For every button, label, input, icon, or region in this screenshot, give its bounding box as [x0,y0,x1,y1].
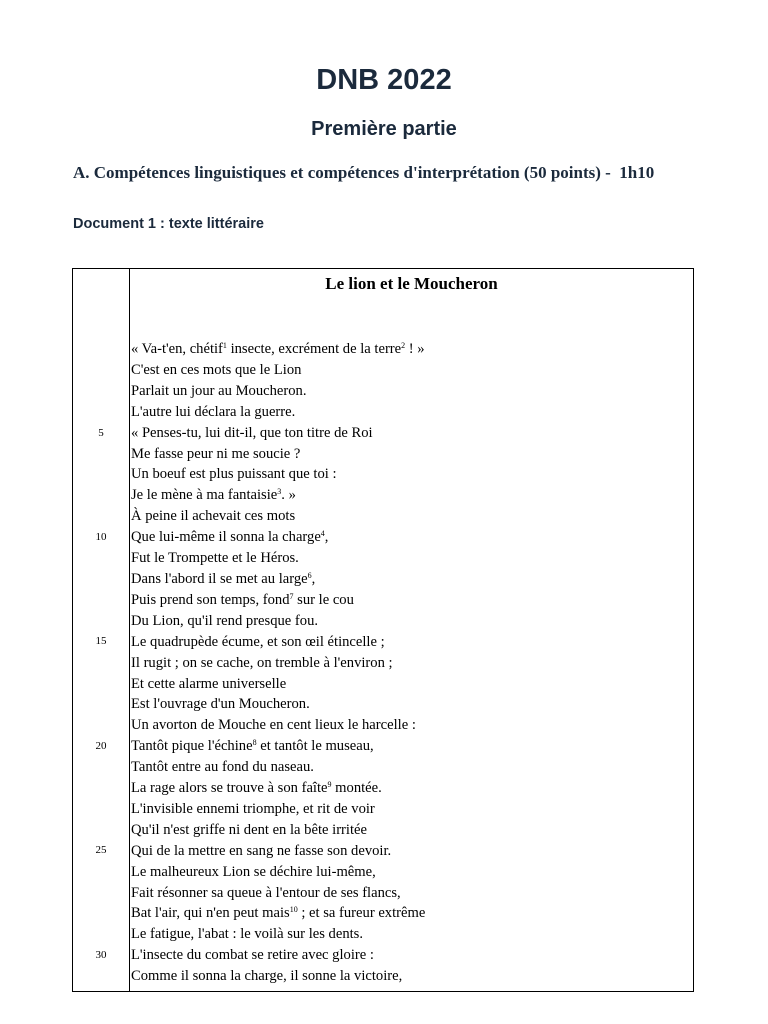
verse-text: Tantôt pique l'échine [131,738,253,755]
verse-text: Est l'ouvrage d'un Moucheron. [131,696,310,713]
verse-text: Un avorton de Mouche en cent lieux le harcelle : [131,717,416,734]
verse-text: Bat l'air, qui n'en peut mais [131,905,290,922]
verse-line [131,674,691,695]
footnote-marker: 9 [327,780,332,790]
verse-line [131,945,691,966]
verse-line [131,653,691,674]
verse-line [131,757,691,778]
verse-line [131,883,691,904]
verse-text: « Va-t'en, chétif [131,341,223,357]
footnote-marker: 10 [289,905,298,915]
line-number [73,485,129,506]
verse-text: L'invisible ennemi triomphe, et rit de voir [131,800,375,817]
verse-line [131,548,691,569]
verse-text: Et cette alarme universelle [131,675,287,692]
verse-line [131,694,691,715]
verse-line [131,590,691,611]
line-number [73,924,129,945]
footnote-marker: 3 [277,487,282,497]
page-title: DNB 2022 [316,64,452,96]
verse-line [131,485,691,506]
footnote-marker: 2 [401,341,406,350]
line-numbers-column [73,339,129,987]
line-number: 30 [95,948,107,961]
line-number [73,464,129,485]
verse-line [131,402,691,423]
verse-line [131,715,691,736]
verse-text: L'insecte du combat se retire avec gloire : [131,947,374,964]
verse-text: , [311,570,316,587]
line-number [73,548,129,569]
line-number: 15 [95,635,107,648]
verse-text: C'est en ces mots que le Lion [131,361,302,378]
verse-text: Me fasse peur ni me soucie ? [131,445,301,462]
line-number: 20 [95,739,107,752]
verse-text: . » [281,487,296,504]
verse-text: Il rugit ; on se cache, on tremble à l'environ ; [131,654,393,671]
line-number: 5 [98,426,104,439]
verse-line [131,841,691,862]
verse-text: ! » [405,341,425,357]
verse-line [131,903,691,924]
line-number [73,966,129,987]
line-number [73,882,129,903]
verse-line [131,360,691,381]
verse-line [131,799,691,820]
verse-text: Comme il sonna la charge, il sonne la victoire, [131,968,403,985]
verse-line [131,339,691,360]
column-divider [129,269,130,991]
verse-line [131,778,691,799]
line-number [73,506,129,527]
verse-text: Puis prend son temps, fond [131,591,290,608]
verse-text: Dans l'abord il se met au large [131,570,308,587]
line-number [73,381,129,402]
verse-line [131,506,691,527]
line-number [73,757,129,778]
verse-text: Qui de la mettre en sang ne fasse son devoir. [131,842,392,859]
verse-line [131,736,691,757]
verse-text: Le quadrupède écume, et son œil étincelle ; [131,633,385,650]
footnote-marker: 4 [320,529,325,539]
line-number: 10 [95,531,107,544]
verse-text: Qu'il n'est griffe ni dent en la bête irritée [131,821,367,838]
line-number [73,360,129,381]
verse-text: Un boeuf est plus puissant que toi : [131,466,337,483]
verse-text: La rage alors se trouve à son faîte [131,780,328,797]
verse-text: Je le mène à ma fantaisie [131,487,278,504]
line-number [73,903,129,924]
poem-title: Le lion et le Moucheron [325,274,498,293]
verse-text: montée. [331,780,382,797]
verse-text: Le fatigue, l'abat : le voilà sur les dents. [131,926,364,943]
line-number [73,569,129,590]
line-number [73,694,129,715]
line-number [73,799,129,820]
line-number [73,652,129,673]
verse-text: sur le cou [293,591,354,608]
verse-line [131,611,691,632]
verse-line [131,862,691,883]
verse-line [131,820,691,841]
verse-text: « Penses-tu, lui dit-il, que ton titre de Roi [131,424,373,441]
verse-text: Le malheureux Lion se déchire lui-même, [131,863,376,880]
line-number [73,861,129,882]
footnote-marker: 1 [222,341,227,350]
page-subtitle: Première partie [311,118,457,140]
line-number [73,778,129,799]
verse-text: Fait résonner sa queue à l'entour de ses flancs, [131,884,401,901]
verse-line [131,527,691,548]
line-number [73,590,129,611]
verse-text: ; et sa fureur extrême [297,905,426,922]
line-number: 25 [95,844,107,857]
footnote-marker: 6 [307,570,312,580]
verse-line [131,569,691,590]
verse-text: et tantôt le museau, [256,738,374,755]
verse-text: Tantôt entre au fond du naseau. [131,759,314,776]
verse-line [131,632,691,653]
verse-text: À peine il achevait ces mots [131,508,296,525]
line-number [73,611,129,632]
verse-line [131,381,691,402]
line-number [73,715,129,736]
verse-text: Parlait un jour au Moucheron. [131,382,307,399]
line-number [73,673,129,694]
line-number [73,819,129,840]
verse-line [131,444,691,465]
verse-line [131,423,691,444]
verse-text: Fut le Trompette et le Héros. [131,550,299,567]
verse-line [131,464,691,485]
verse-text: , [324,529,329,546]
verse-text: insecte, excrément de la terre [226,341,402,357]
line-number [73,443,129,464]
footnote-marker: 7 [289,591,294,601]
line-number [73,339,129,360]
footnote-marker: 8 [252,738,257,748]
document-label: Document 1 : texte littéraire [73,216,264,232]
verse-text: L'autre lui déclara la guerre. [131,403,296,420]
poem-verses [131,339,691,987]
verse-line [131,966,691,987]
verse-line [131,924,691,945]
section-heading: A. Compétences linguistiques et compétences d'interprétation (50 points) - 1h10 [73,163,655,182]
poem-table [72,268,694,992]
verse-text: Que lui-même il sonna la charge [131,529,321,546]
verse-text: Du Lion, qu'il rend presque fou. [131,612,319,629]
line-number [73,402,129,423]
